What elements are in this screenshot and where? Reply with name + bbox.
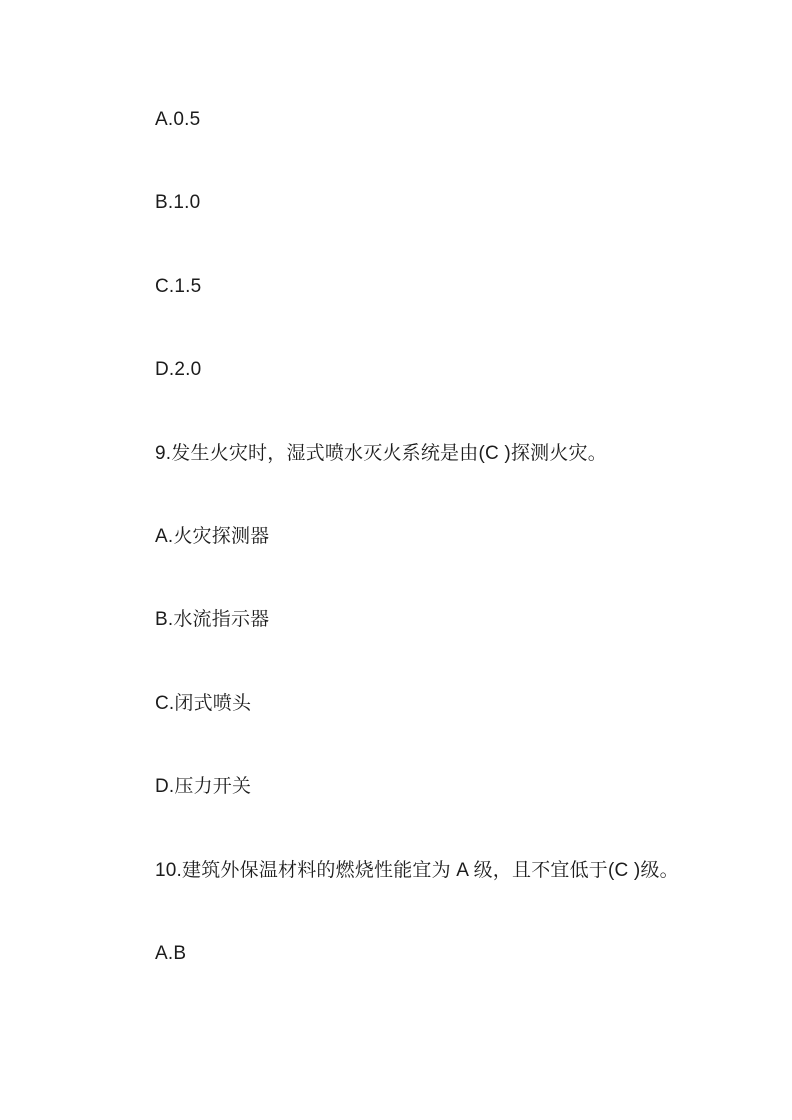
- question-10-text: 10.建筑外保温材料的燃烧性能宜为 A 级，且不宜低于(C )级。: [155, 859, 679, 881]
- prev-question-option-d: D.2.0: [155, 359, 202, 381]
- prev-question-option-b: B.1.0: [155, 192, 201, 214]
- question-10-option-a: A.B: [155, 942, 187, 964]
- question-9-option-a: A.火灾探测器: [155, 525, 270, 547]
- prev-question-option-c: C.1.5: [155, 275, 202, 297]
- question-9-option-d: D.压力开关: [155, 776, 252, 798]
- question-9-option-b: B.水流指示器: [155, 609, 270, 631]
- prev-question-option-a: A.0.5: [155, 109, 201, 130]
- document-body: [155, 107, 752, 1024]
- question-9-text: 9.发生火灾时，湿式喷水灭火系统是由(C )探测火灾。: [155, 442, 607, 464]
- question-9-option-c: C.闭式喷头: [155, 692, 252, 714]
